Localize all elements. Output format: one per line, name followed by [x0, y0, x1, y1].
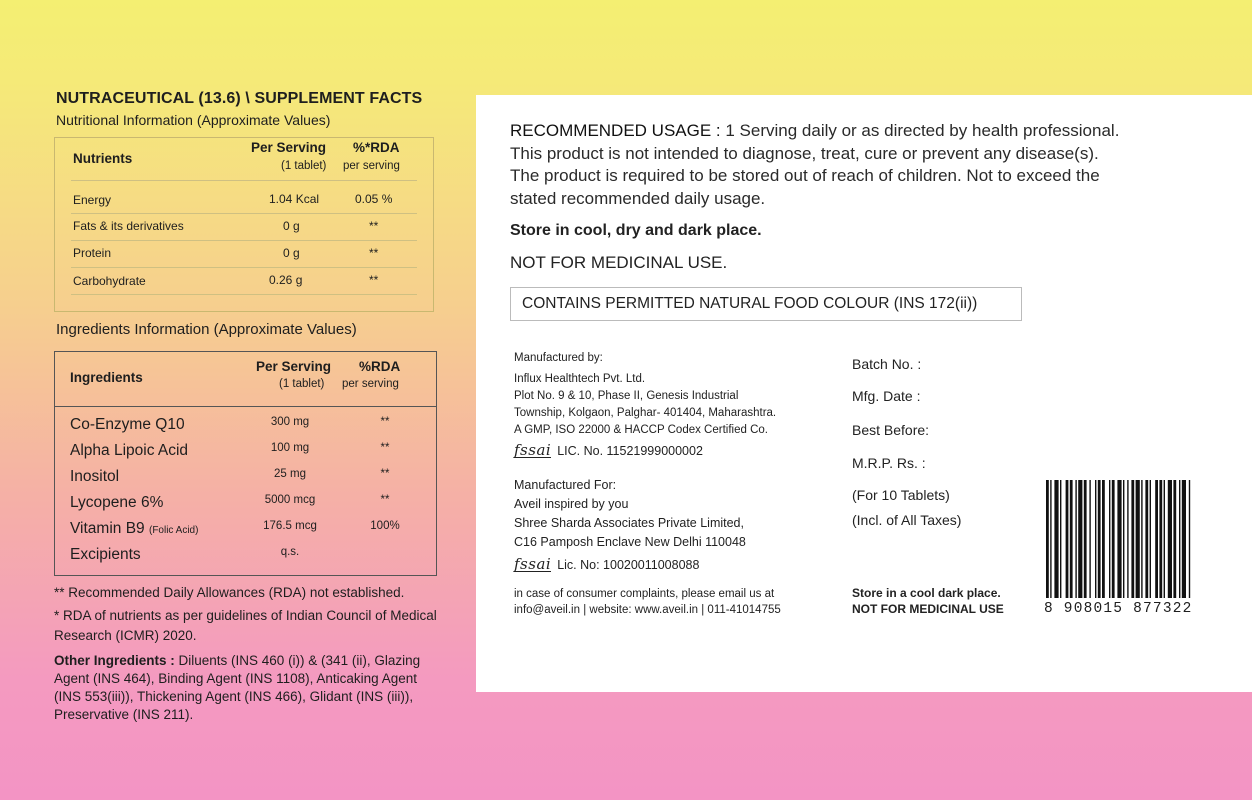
barcode-bar: [1159, 480, 1162, 598]
ingredient-row: [55, 466, 436, 492]
per-serving-subheader: (1 tablet): [279, 378, 325, 390]
manufactured-for-label: Manufactured For:: [514, 478, 617, 492]
nutrition-row: [71, 240, 417, 268]
license-number: Lic. No: 10020011008088: [557, 558, 700, 572]
barcode-bar: [1098, 480, 1101, 598]
rda-header: %*RDA: [353, 140, 400, 155]
barcode-bar: [1050, 480, 1051, 598]
barcode-bar: [1155, 480, 1158, 598]
ingredient-name: Alpha Lipoic Acid: [70, 442, 189, 459]
barcode-bar: [1182, 480, 1186, 598]
barcode-bar: [1141, 480, 1142, 598]
manufactured-by-label: Manufactured by:: [514, 352, 603, 364]
ingredient-value: q.s.: [280, 546, 300, 558]
ingredients-table: [54, 351, 437, 576]
nutrition-table-header: [71, 138, 417, 181]
per-serving-header: Per Serving: [251, 140, 327, 155]
usage-label: RECOMMENDED USAGE :: [510, 121, 721, 140]
nutrient-rda: **: [369, 273, 379, 287]
per-serving-subheader: (1 tablet): [281, 160, 327, 172]
rda-header: %RDA: [359, 359, 401, 374]
barcode-bar: [1095, 480, 1096, 598]
rda-subheader: per serving: [342, 378, 399, 390]
ingredient-row: [55, 492, 436, 518]
ingredient-name: Inositol: [70, 468, 120, 485]
consumer-complaints: [514, 586, 834, 618]
ingredient-name: Vitamin B9 (Folic Acid): [70, 520, 199, 537]
not-medicinal-small: NOT FOR MEDICINAL USE: [852, 602, 1004, 616]
barcode-bar: [1127, 480, 1128, 598]
barcode-bar: [1112, 480, 1115, 598]
rda-footnote-2: * RDA of nutrients as per guidelines of Indian Council of Medical Research (ICMR) 2020.: [54, 608, 437, 643]
ingredient-value: 176.5 mcg: [263, 520, 317, 532]
license-number: LIC. No. 11521999000002: [557, 444, 703, 458]
ingredient-rda: 100%: [370, 520, 400, 532]
nutrient-value: 1.04 Kcal: [269, 192, 320, 206]
barcode-bar: [1078, 480, 1082, 598]
barcode-bar: [1066, 480, 1069, 598]
barcode-bar: [1054, 480, 1058, 598]
complaint-contact: info@aveil.in | website: www.aveil.in | 011-41014755: [514, 604, 781, 616]
ingredient-row: [55, 518, 436, 544]
manufacturer-line: Plot No. 9 & 10, Phase II, Genesis Industrial: [514, 390, 739, 402]
batch-number-label: Batch No. :: [852, 356, 922, 372]
barcode-bar: [1168, 480, 1172, 598]
manufacturer-line: Township, Kolgaon, Palghar- 401404, Maharashtra.: [514, 407, 777, 419]
nutrients-header: Nutrients: [73, 151, 133, 166]
complaint-line: in case of consumer complaints, please email us at: [514, 588, 775, 600]
barcode-bar: [1070, 480, 1073, 598]
ingredient-rda: **: [380, 494, 390, 506]
barcode-bar: [1164, 480, 1165, 598]
barcode-bar: [1123, 480, 1124, 598]
ingredient-rda: **: [380, 442, 390, 454]
ingredients-info-title: Ingredients Information (Approximate Values): [56, 321, 357, 338]
manufacturer-line: Influx Healthtech Pvt. Ltd.: [514, 373, 646, 385]
barcode-bar: [1179, 480, 1180, 598]
nutritional-info-subtitle: Nutritional Information (Approximate Values): [56, 112, 331, 128]
fssai-license-2: [514, 557, 699, 572]
nutrition-row: [71, 213, 417, 241]
nutrient-name: Fats & its derivatives: [73, 219, 184, 233]
storage-note-small: [852, 585, 1004, 617]
nutrition-row: [71, 267, 417, 295]
mfg-date-label: Mfg. Date :: [852, 388, 921, 404]
barcode-bar: [1046, 480, 1049, 598]
manufactured-for: [514, 476, 834, 552]
storage-note-line: Store in a cool dark place.: [852, 586, 1001, 600]
barcode-bar: [1150, 480, 1151, 598]
barcode-bar: [1117, 480, 1121, 598]
barcode-bar: [1075, 480, 1076, 598]
barcode-bar: [1060, 480, 1061, 598]
ingredients-header: Ingredients: [70, 370, 143, 385]
header-divider: [55, 406, 436, 407]
food-colour-box: CONTAINS PERMITTED NATURAL FOOD COLOUR (INS 172(ii)): [510, 287, 1022, 321]
marketer-line: C16 Pamposh Enclave New Delhi 110048: [514, 535, 746, 549]
barcode-bar: [1102, 480, 1105, 598]
nutrient-value: 0 g: [283, 246, 300, 260]
barcode-number: 8 908015 877322: [1044, 601, 1193, 617]
barcode-bar: [1131, 480, 1134, 598]
ingredient-value: 25 mg: [274, 468, 306, 480]
fssai-license-1: [514, 443, 703, 458]
rda-subheader: per serving: [343, 160, 400, 172]
storage-instruction: Store in cool, dry and dark place.: [510, 222, 762, 239]
barcode-bar: [1109, 480, 1110, 598]
ingredient-name: Excipients: [70, 546, 141, 563]
ingredient-rda: **: [380, 416, 390, 428]
barcode-bar: [1084, 480, 1087, 598]
marketer-line: Aveil inspired by you: [514, 497, 629, 511]
marketer-line: Shree Sharda Associates Private Limited,: [514, 516, 744, 530]
barcode-bars: [1044, 480, 1224, 598]
barcode-bar: [1173, 480, 1176, 598]
barcode-bar: [1089, 480, 1090, 598]
nutrient-rda: **: [369, 219, 379, 233]
nutrient-rda: **: [369, 246, 379, 260]
mrp-label: M.R.P. Rs. :: [852, 455, 926, 471]
other-ingredients-text: Diluents (INS 460 (i)) & (341 (ii), Glazing Agent (INS 464), Binding Agent (INS 1108), Anticaking Agent (INS 553(iii)), Thickening Agent (INS 466), Glidant (INS (iii)), Preservative (INS 211).: [54, 653, 421, 722]
tablet-count: (For 10 Tablets): [852, 487, 950, 503]
per-serving-header: Per Serving: [256, 359, 332, 374]
nutrition-table: [54, 137, 434, 312]
ingredient-row: [55, 414, 436, 440]
ingredient-row: [55, 440, 436, 466]
supplement-facts-title: NUTRACEUTICAL (13.6) \ SUPPLEMENT FACTS: [56, 90, 423, 107]
nutrient-value: 0 g: [283, 219, 300, 233]
best-before-label: Best Before:: [852, 422, 930, 438]
nutrition-row: [71, 186, 417, 214]
nutrient-name: Carbohydrate: [73, 274, 146, 288]
ingredient-value: 300 mg: [270, 416, 310, 428]
recommended-usage: [510, 120, 1120, 210]
barcode: [1044, 480, 1224, 616]
nutrient-name: Protein: [73, 246, 112, 260]
barcode-bar: [1136, 480, 1140, 598]
fssai-logo: fssai: [514, 441, 552, 459]
other-ingredients: [54, 652, 439, 724]
rda-footnote-1: ** Recommended Daily Allowances (RDA) not established.: [54, 585, 405, 600]
nutrient-value: 0.26 g: [269, 273, 303, 287]
other-ingredients-label: Other Ingredients :: [54, 653, 175, 668]
barcode-bar: [1189, 480, 1190, 598]
not-medicinal-notice: NOT FOR MEDICINAL USE.: [510, 253, 728, 272]
nutrient-name: Energy: [73, 193, 112, 207]
ingredient-name: Lycopene 6%: [70, 494, 164, 511]
ingredient-value: 5000 mcg: [264, 494, 316, 506]
ingredient-row: [55, 544, 436, 570]
usage-text: 1 Serving daily or as directed by health professional. This product is not intended to diagnose, treat, cure or prevent any disease(s). The product is required to be stored out of reach of children. Not to exceed the stated recommended daily usage.: [510, 121, 1120, 208]
ingredient-value: 100 mg: [270, 442, 310, 454]
tax-note: (Incl. of All Taxes): [852, 512, 962, 528]
ingredient-rda: **: [380, 468, 390, 480]
barcode-bar: [1145, 480, 1148, 598]
nutrient-rda: 0.05 %: [355, 192, 393, 206]
manufactured-by: [514, 350, 834, 439]
fssai-logo: fssai: [514, 555, 552, 573]
manufacturer-line: A GMP, ISO 22000 & HACCP Codex Certified Co.: [514, 424, 768, 436]
ingredient-name: Co-Enzyme Q10: [70, 416, 185, 433]
